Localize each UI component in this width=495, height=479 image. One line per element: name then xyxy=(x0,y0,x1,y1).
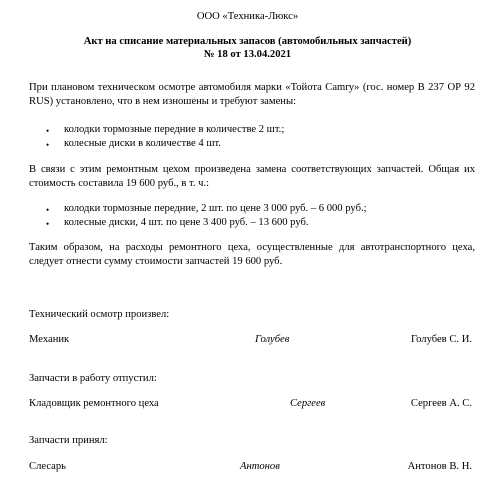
signer-name: Сергеев А. С. xyxy=(410,398,472,409)
paragraph-inspection: При плановом техническом осмотре автомобиля марки «Тойота Camry» (гос. номер В 237 ОР 92 RUS) установлено, что в нем изношены и требуют замены: xyxy=(29,82,475,107)
handwritten-signature: Голубев xyxy=(255,334,290,345)
list-bullet: • xyxy=(46,126,50,136)
paragraph-replacement: В связи с этим ремонтным цехом произведена замена соответствующих запчастей. Общая их стоимость составила 19 600 руб., в т. ч.: xyxy=(29,164,475,189)
signature-heading: Технический осмотр произвел: xyxy=(29,309,170,320)
document-title: Акт на списание материальных запасов (автомобильных запчастей) xyxy=(83,36,412,47)
list-bullet: • xyxy=(46,219,50,229)
signature-heading: Запчасти принял: xyxy=(29,435,108,446)
signer-role: Кладовщик ремонтного цеха xyxy=(29,398,159,409)
list-bullet: • xyxy=(46,140,50,150)
organization-name: ООО «Техника-Люкс» xyxy=(196,11,299,22)
list-item: колесные диски в количестве 4 шт. xyxy=(64,138,221,149)
list-item: колесные диски, 4 шт. по цене 3 400 руб. – 13 600 руб. xyxy=(64,217,309,228)
signer-name: Антонов В. Н. xyxy=(407,461,472,472)
list-item: колодки тормозные передние, 2 шт. по цене 3 000 руб. – 6 000 руб.; xyxy=(64,203,367,214)
list-item: колодки тормозные передние в количестве 2 шт.; xyxy=(64,124,285,135)
paragraph-conclusion: Таким образом, на расходы ремонтного цеха, осуществленные для автотранспортного цеха, следует отнести сумму стоимости запчастей 19 600 руб. xyxy=(29,242,475,267)
signer-role: Слесарь xyxy=(29,461,66,472)
signature-heading: Запчасти в работу отпустил: xyxy=(29,373,157,384)
signer-role: Механик xyxy=(29,334,70,345)
document-number-date: № 18 от 13.04.2021 xyxy=(203,49,292,60)
list-bullet: • xyxy=(46,205,50,215)
signer-name: Голубев С. И. xyxy=(410,334,472,345)
handwritten-signature: Антонов xyxy=(240,461,280,472)
handwritten-signature: Сергеев xyxy=(290,398,326,409)
